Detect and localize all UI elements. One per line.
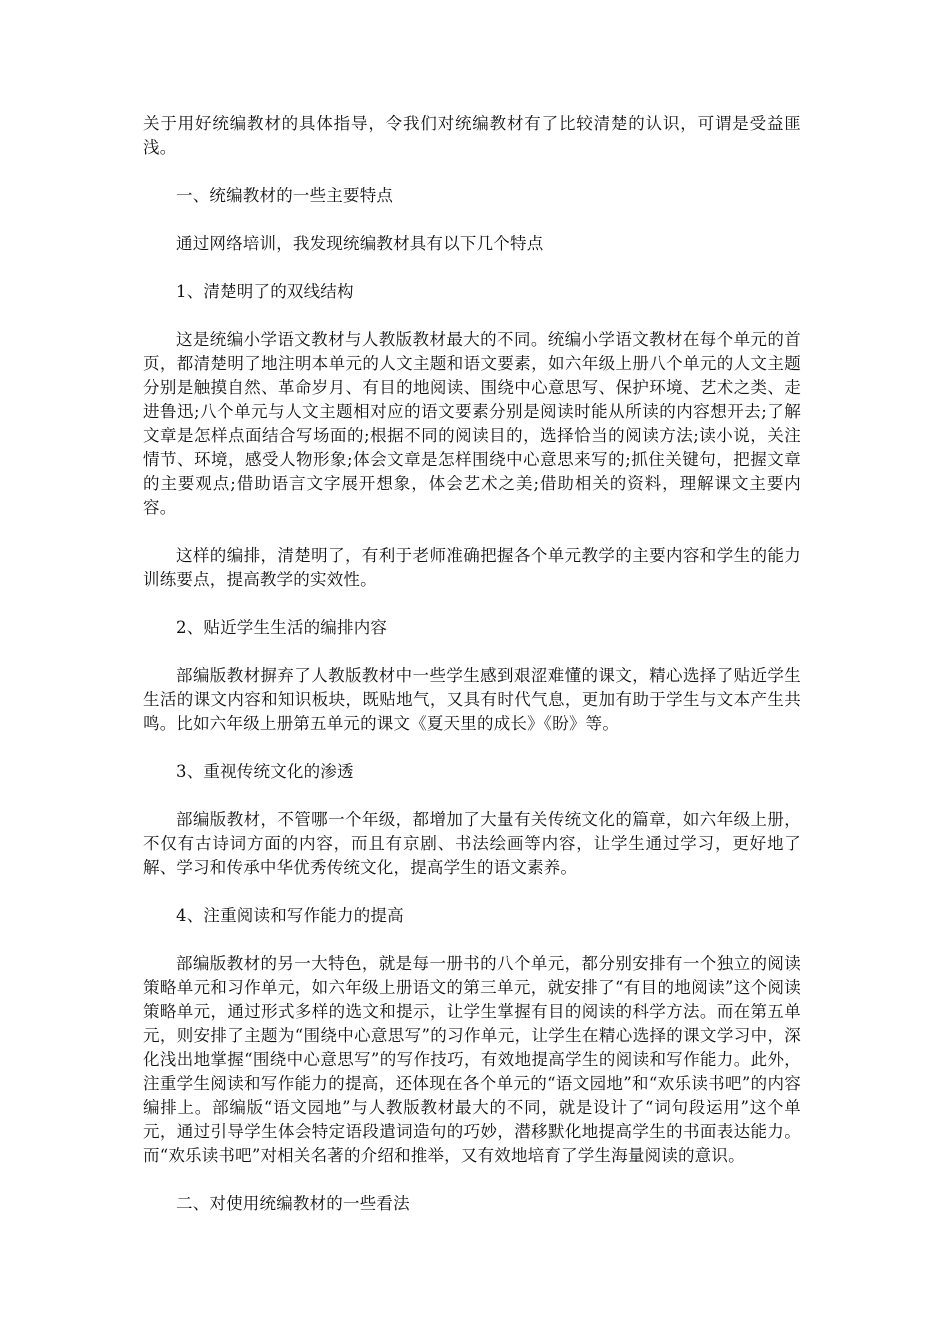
subsection-heading: 3、重视传统文化的渗透 [176,762,354,781]
subsection-heading: 2、贴近学生生活的编排内容 [176,618,388,637]
subsection-heading: 4、注重阅读和写作能力的提高 [176,906,404,925]
body-paragraph: 这是统编小学语文教材与人教版教材最大的不同。统编小学语文教材在每个单元的首页，都清楚明了地注明本单元的人文主题和语文要素，如六年级上册八个单元的人文主题分别是触摸自然、革命岁月、有目的地阅读、围绕中心意思写、保护环境、艺术之类、走进鲁迅;八个单元与人文主题相对应的语文要素分别是阅读时能从所读的内容想开去;了解文章是怎样点面结合写场面的;根据不同的阅读目的，选择恰当的阅读方法;读小说，关注情节、环境，感受人物形象;体会文章是怎样围绕中心意思来写的;抓住关键句，把握文章的主要观点;借助语言文字展开想象，体会艺术之美;借助相关的资料，理解课文主要内容。 [143,330,801,517]
body-paragraph: 部编版教材，不管哪一个年级，都增加了大量有关传统文化的篇章，如六年级上册，不仅有古诗词方面的内容，而且有京剧、书法绘画等内容，让学生通过学习，更好地了解、学习和传承中华优秀传统文化，提高学生的语文素养。 [143,810,801,877]
body-paragraph: 通过网络培训，我发现统编教材具有以下几个特点 [176,234,544,253]
subsection-heading: 1、清楚明了的双线结构 [176,282,354,301]
section-heading: 一、统编教材的一些主要特点 [176,186,394,205]
intro-paragraph: 关于用好统编教材的具体指导，令我们对统编教材有了比较清楚的认识，可谓是受益匪浅。 [143,114,801,157]
body-paragraph: 部编版教材的另一大特色，就是每一册书的八个单元，都分别安排有一个独立的阅读策略单元和习作单元，如六年级上册语文的第三单元，就安排了“有目的地阅读”这个阅读策略单元，通过形式多样的选文和提示，让学生掌握有目的阅读的科学方法。而在第五单元，则安排了主题为“围绕中心意思写”的习作单元，让学生在精心选择的课文学习中，深化浅出地掌握“围绕中心意思写”的写作技巧，有效地提高学生的阅读和写作能力。此外，注重学生阅读和写作能力的提高，还体现在各个单元的“语文园地”和“欢乐读书吧”的内容编排上。部编版“语文园地”与人教版教材最大的不同，就是设计了“词句段运用”这个单元，通过引导学生体会特定语段遣词造句的巧妙，潜移默化地提高学生的书面表达能力。而“欢乐读书吧”对相关名著的介绍和推举，又有效地培育了学生海量阅读的意识。 [143,954,801,1165]
body-paragraph: 这样的编排，清楚明了，有利于老师准确把握各个单元教学的主要内容和学生的能力训练要点，提高教学的实效性。 [143,546,801,589]
body-paragraph: 部编版教材摒弃了人教版教材中一些学生感到艰涩难懂的课文，精心选择了贴近学生生活的课文内容和知识板块，既贴地气，又具有时代气息，更加有助于学生与文本产生共鸣。比如六年级上册第五单元的课文《夏天里的成长》《盼》等。 [143,666,801,733]
section-heading: 二、对使用统编教材的一些看法 [176,1194,410,1213]
document-page [143,112,801,1240]
